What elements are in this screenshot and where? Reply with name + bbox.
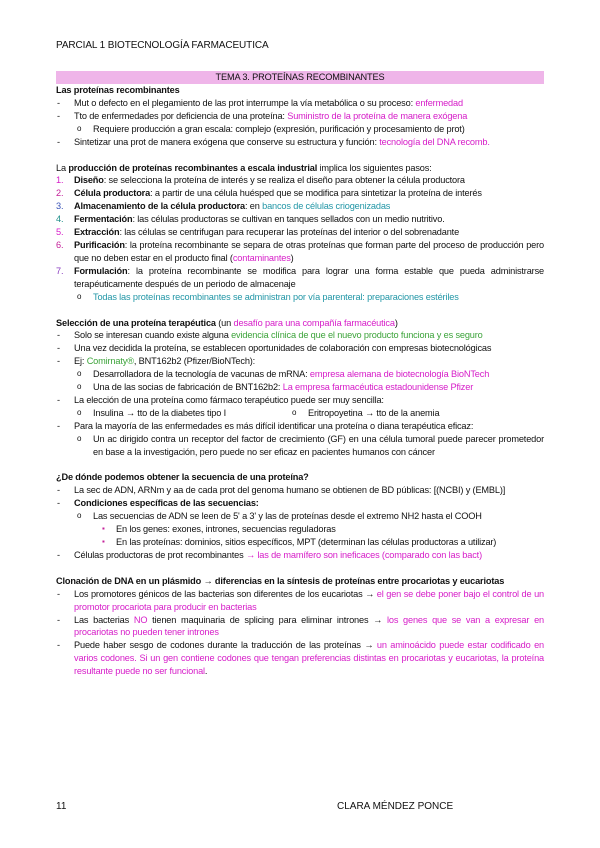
sub-list-item: o Un ac dirigido contra un receptor del factor de crecimiento (GF) en una célula tumoral puede parecer prometedor en base a la investigación, pero puede no ser eficaz en pacientes humanos con cáncer <box>77 433 544 457</box>
heading-clonacion: Clonación de DNA en un plásmido → diferencias en la síntesis de proteínas entre procariotas y eucariotas <box>56 575 505 586</box>
step-4: 4. Fermentación: las células productoras se cultivan en tanques sellados con un medio nutritivo. <box>56 214 445 225</box>
list-item: - Solo se interesan cuando existe alguna evidencia clínica de que el nuevo producto funciona y es seguro <box>57 330 483 341</box>
list-item: - La elección de una proteína como fármaco terapéutico puede ser muy sencilla: <box>57 394 384 405</box>
sub-list-item: o Todas las proteínas recombinantes se administran por vía parenteral: preparaciones estériles <box>77 291 459 302</box>
author-name: CLARA MÉNDEZ PONCE <box>337 801 454 812</box>
list-item: - Condiciones específicas de las secuencias: <box>57 498 259 509</box>
step-1: 1. Diseño: se selecciona la proteína de interés y se realiza el diseño para obtener la célula productora <box>56 175 465 186</box>
production-intro: La producción de proteínas recombinantes a escala industrial implica los siguientes pasos: <box>56 162 432 173</box>
page-number: 11 <box>56 801 67 812</box>
document-body <box>56 71 544 678</box>
dash-bullet: - <box>57 614 60 625</box>
circle-bullet: o <box>77 291 82 301</box>
circle-bullet: o <box>77 382 82 392</box>
step-6: 6. Purificación: la proteína recombinante se separa de otras proteínas que forman parte del proceso de producción pero que no deben estar en el producto final (contaminantes) <box>56 239 544 263</box>
dash-bullet: - <box>57 588 60 599</box>
list-item: - Tto de enfermedades por deficiencia de una proteína: Suministro de la proteína de manera exógena <box>57 110 468 121</box>
section-banner: TEMA 3. PROTEÍNAS RECOMBINANTES <box>56 71 544 84</box>
step-5: 5. Extracción: las células se centrifugan para recuperar las proteínas del interior o del sobrenadante <box>56 227 460 238</box>
dash-bullet: - <box>57 97 60 108</box>
heading-seleccion: Selección de una proteína terapéutica (un desafío para una compañía farmacéutica) <box>56 317 398 328</box>
sub-list-item: o Insulina → tto de la diabetes tipo I o Eritropoyetina → tto de la anemia <box>77 407 440 418</box>
dash-bullet: - <box>57 549 60 560</box>
sub-sub-list-item: ▪ En los genes: exones, intrones, secuencias reguladoras <box>102 524 336 535</box>
list-item: - Sintetizar una prot de manera exógena que conserve su estructura y función: tecnología del DNA recomb. <box>57 136 490 147</box>
step-3: 3. Almacenamiento de la célula productora: en bancos de células criogenizadas <box>56 201 391 212</box>
circle-bullet: o <box>77 123 82 133</box>
dash-bullet: - <box>57 420 60 431</box>
sub-list-item: o Desarrolladora de la tecnología de vacunas de mRNA: empresa alemana de biotecnología BioNTech <box>77 369 490 380</box>
step-7: 7. Formulación: la proteína recombinante se modifica para lograr una forma estable que pueda administrarse terapéuticamente después de un periodo de almacenaje <box>56 265 544 289</box>
list-item: - Puede haber sesgo de codones durante la traducción de las proteínas → un aminoácido puede estar codificado en varios codones. Si un gen contiene codones que tengan preferencias distintas en procariotas y eucariotas, la proteína resultante puede no ser funcional. <box>57 640 544 677</box>
page-header: PARCIAL 1 BIOTECNOLOGÍA FARMACEUTICA <box>56 40 269 51</box>
sub-list-item: o Requiere producción a gran escala: complejo (expresión, purificación y procesamiento de prot) <box>77 123 465 134</box>
square-bullet: ▪ <box>102 537 105 546</box>
heading-secuencia: ¿De dónde podemos obtener la secuencia de una proteína? <box>56 472 309 483</box>
dash-bullet: - <box>57 394 60 405</box>
dash-bullet: - <box>57 110 60 121</box>
list-item: - Ej: Comirnaty®, BNT162b2 (Pfizer/BioNTech): <box>57 356 256 367</box>
sub-list-item: o Las secuencias de ADN se leen de 5' a 3' y las de proteínas desde el extremo NH2 hasta el COOH <box>77 511 482 522</box>
circle-bullet: o <box>77 369 82 379</box>
list-item: - Una vez decidida la proteína, se establecen oportunidades de colaboración con empresas biotecnológicas <box>57 343 492 354</box>
sub-sub-list-item: ▪ En las proteínas: dominios, sitios específicos, MPT (determinan las células productoras a utilizar) <box>102 537 497 547</box>
sub-list-item: o Una de las socias de fabricación de BNT162b2: La empresa farmacéutica estadounidense Pfizer <box>77 382 474 393</box>
square-bullet: ▪ <box>102 524 105 534</box>
dash-bullet: - <box>57 640 60 651</box>
step-2: 2. Célula productora: a partir de una célula huésped que se modifica para sintetizar la proteína de interés <box>56 188 482 199</box>
circle-bullet: o <box>292 407 297 417</box>
dash-bullet: - <box>57 498 60 509</box>
list-item: - Los promotores génicos de las bacterias son diferentes de los eucariotas → el gen se debe poner bajo el control de un promotor procariota para producir en bacterias <box>57 588 544 612</box>
heading-proteinas-recombinantes: Las proteínas recombinantes <box>56 85 180 95</box>
dash-bullet: - <box>57 356 60 367</box>
circle-bullet: o <box>77 511 82 521</box>
circle-bullet: o <box>77 433 82 443</box>
circle-bullet: o <box>77 407 82 417</box>
dash-bullet: - <box>57 136 60 147</box>
dash-bullet: - <box>57 485 60 496</box>
list-item: - Para la mayoría de las enfermedades es más difícil identificar una proteína o diana terapéutica eficaz: <box>57 420 474 431</box>
list-item: - Las bacterias NO tienen maquinaria de splicing para eliminar intrones → los genes que se van a expresar en procariotas no pueden tener intrones <box>57 614 544 638</box>
list-item: - La sec de ADN, ARNm y aa de cada prot del genoma humano se obtienen de BD públicas: [(NCBI) y (EMBL)] <box>57 485 506 496</box>
dash-bullet: - <box>57 343 60 354</box>
dash-bullet: - <box>57 330 60 341</box>
list-item: - Células productoras de prot recombinantes → las de mamífero son ineficaces (comparado con las bact) <box>57 549 482 560</box>
list-item: - Mut o defecto en el plegamiento de las prot interrumpe la vía metabólica o su proceso: enfermedad <box>57 97 463 108</box>
